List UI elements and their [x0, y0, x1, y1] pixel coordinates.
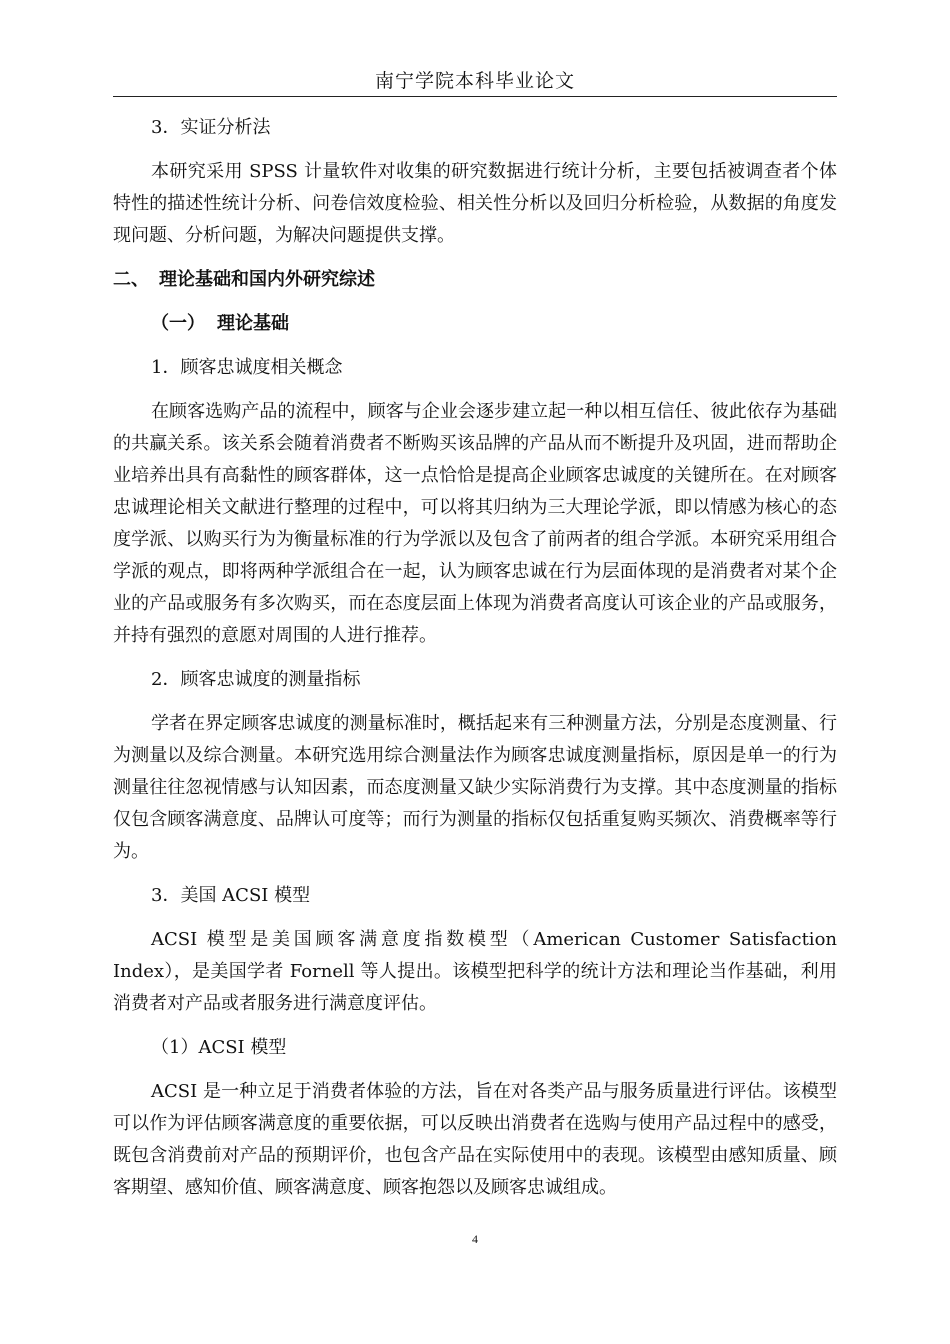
method3-heading: 3．实证分析法 [151, 117, 271, 138]
chapter2-heading [113, 264, 837, 296]
item2-heading: 2．顾客忠诚度的测量指标 [151, 669, 361, 690]
item1-heading: 1．顾客忠诚度相关概念 [151, 357, 343, 378]
section1-heading [113, 308, 837, 340]
page-header-title: 南宁学院本科毕业论文 [374, 70, 575, 92]
chapter2-title: 理论基础和国内外研究综述 [159, 269, 375, 290]
document-body [113, 112, 837, 1204]
method3-paragraph: 本研究采用 SPSS 计量软件对收集的研究数据进行统计分析，主要包括被调查者个体特性的描述性统计分析、问卷信效度检验、相关性分析以及回归分析检验，从数据的角度发现问题、分析问题，为解决问题提供支撑。 [113, 161, 837, 246]
section1-number: （一） [151, 313, 205, 334]
item3-paragraph: ACSI 模型是美国顾客满意度指数模型（American Customer Satisfaction Index），是美国学者 Fornell 等人提出。该模型把科学的统计方法和理论当作基础，利用消费者对产品或者服务进行满意度评估。 [113, 929, 837, 1014]
item3-heading: 3．美国 ACSI 模型 [151, 885, 311, 906]
section1-title: 理论基础 [217, 313, 289, 334]
sub1-heading: （1）ACSI 模型 [151, 1037, 287, 1058]
sub1-paragraph: ACSI 是一种立足于消费者体验的方法，旨在对各类产品与服务质量进行评估。该模型可以作为评估顾客满意度的重要依据，可以反映出消费者在选购与使用产品过程中的感受，既包含消费前对产品的预期评价，也包含产品在实际使用中的表现。该模型由感知质量、顾客期望、感知价值、顾客满意度、顾客抱怨以及顾客忠诚组成。 [113, 1081, 837, 1198]
item1-paragraph: 在顾客选购产品的流程中，顾客与企业会逐步建立起一种以相互信任、彼此依存为基础的共赢关系。该关系会随着消费者不断购买该品牌的产品从而不断提升及巩固，进而帮助企业培养出具有高黏性的顾客群体，这一点恰恰是提高企业顾客忠诚度的关键所在。在对顾客忠诚理论相关文献进行整理的过程中，可以将其归纳为三大理论学派，即以情感为核心的态度学派、以购买行为为衡量标准的行为学派以及包含了前两者的组合学派。本研究采用组合学派的观点，即将两种学派组合在一起，认为顾客忠诚在行为层面体现的是消费者对某个企业的产品或服务有多次购买，而在态度层面上体现为消费者高度认可该企业的产品或服务，并持有强烈的意愿对周围的人进行推荐。 [113, 401, 837, 646]
item2-paragraph: 学者在界定顾客忠诚度的测量标准时，概括起来有三种测量方法，分别是态度测量、行为测量以及综合测量。本研究选用综合测量法作为顾客忠诚度测量指标，原因是单一的行为测量往往忽视情感与认知因素，而态度测量又缺少实际消费行为支撑。其中态度测量的指标仅包含顾客满意度、品牌认可度等；而行为测量的指标仅包括重复购买频次、消费概率等行为。 [113, 713, 837, 862]
header-divider [113, 96, 837, 97]
page-number: 4 [472, 1232, 478, 1246]
chapter2-number: 二、 [113, 269, 149, 290]
